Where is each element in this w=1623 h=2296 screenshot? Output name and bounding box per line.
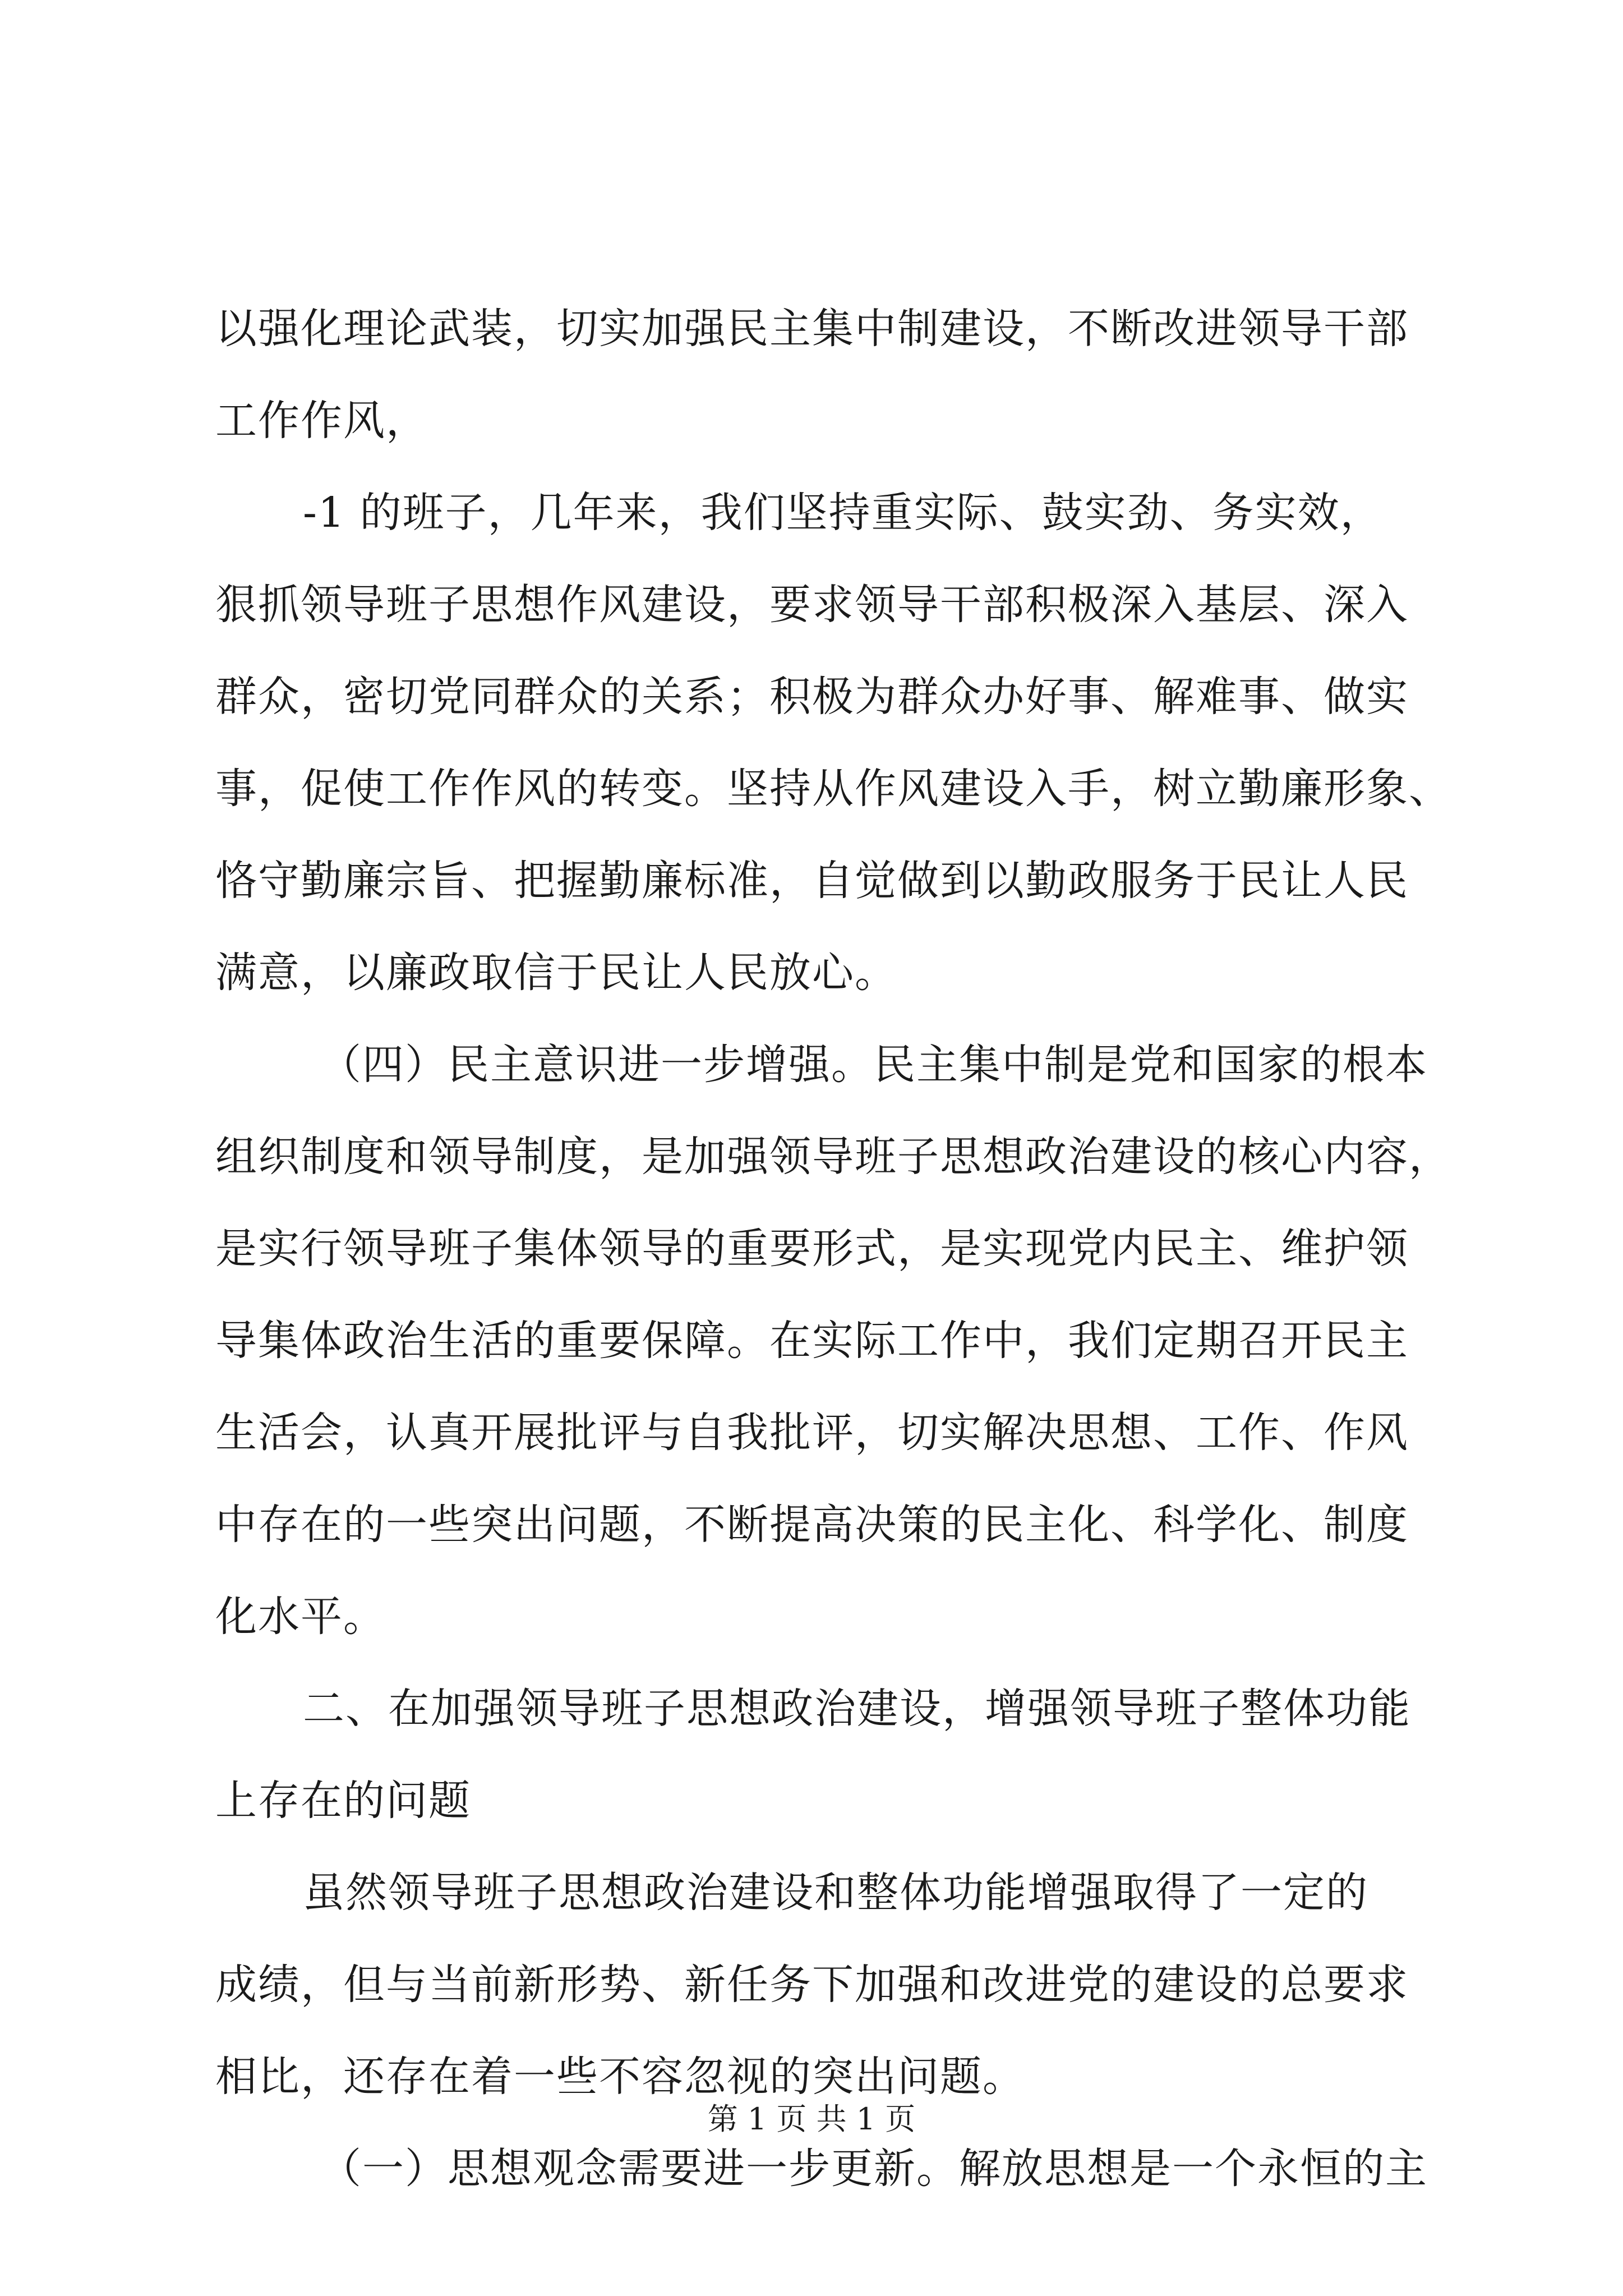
text-line: 中存在的一些突出问题，不断提高决策的民主化、科学化、制度 [215,1501,1409,1549]
paragraph-start: 虽然领导班子思想政治建设和整体功能增强取得了一定的 [303,1869,1368,1917]
text-line: 事，促使工作作风的转变。坚持从作风建设入手，树立勤廉形象、 [215,765,1451,813]
text-line: 以强化理论武装，切实加强民主集中制建设，不断改进领导干部 [215,305,1409,353]
paragraph-start: （一）思想观念需要进一步更新。解放思想是一个永恒的主 [320,2145,1428,2193]
paragraph-start: -1 的班子，几年来，我们坚持重实际、鼓实劲、务实效， [303,489,1383,537]
text-line: 工作作风， [215,397,428,445]
text-line: 恪守勤廉宗旨、把握勤廉标准，自觉做到以勤政服务于民让人民 [215,857,1409,905]
paragraph-start: （四）民主意识进一步增强。民主集中制是党和国家的根本 [320,1041,1428,1089]
text-line: 狠抓领导班子思想作风建设，要求领导干部积极深入基层、深入 [215,581,1409,629]
text-line: 生活会，认真开展批评与自我批评，切实解决思想、工作、作风 [215,1409,1409,1457]
text-line: 群众，密切党同群众的关系；积极为群众办好事、解难事、做实 [215,673,1409,721]
text-line: 组织制度和领导制度，是加强领导班子思想政治建设的核心内容， [215,1133,1451,1181]
text-line: 导集体政治生活的重要保障。在实际工作中，我们定期召开民主 [215,1317,1409,1365]
text-line: 成绩，但与当前新形势、新任务下加强和改进党的建设的总要求 [215,1961,1409,2009]
page-footer: 第 1 页 共 1 页 [707,2101,916,2137]
text-line: 相比，还存在着一些不容忽视的突出问题。 [215,2053,1025,2101]
section-heading: 二、在加强领导班子思想政治建设，增强领导班子整体功能 [303,1685,1411,1733]
text-line: 满意，以廉政取信于民让人民放心。 [215,949,897,997]
section-heading-cont: 上存在的问题 [215,1777,471,1825]
text-line: 是实行领导班子集体领导的重要形式，是实现党内民主、维护领 [215,1225,1409,1273]
text-line: 化水平。 [215,1593,386,1641]
document-body [215,283,1451,2215]
